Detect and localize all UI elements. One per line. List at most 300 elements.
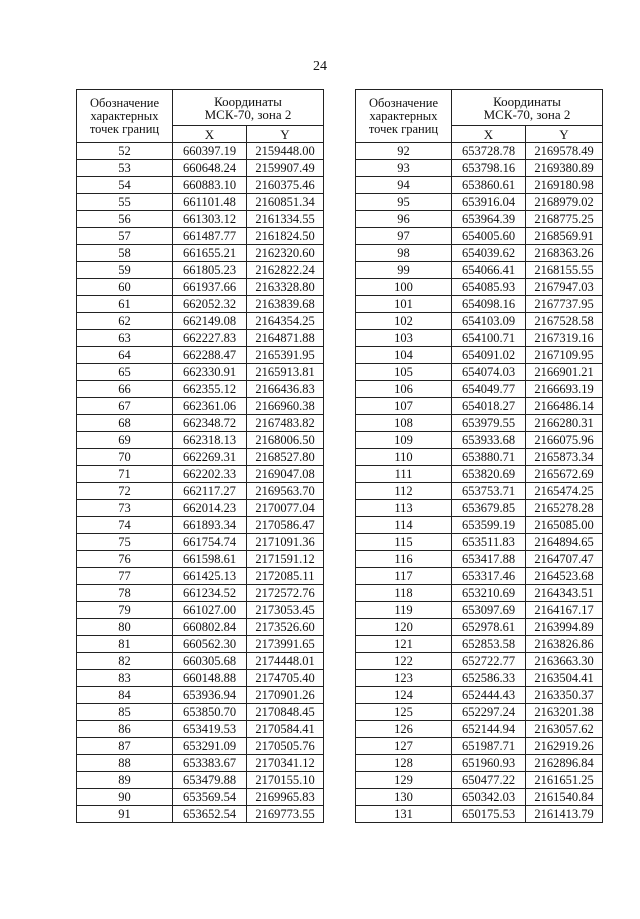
x-coordinate-cell: 654098.16 — [452, 296, 526, 313]
table-row — [356, 602, 603, 619]
x-coordinate-cell: 660562.30 — [173, 636, 247, 653]
point-number-cell: 87 — [77, 738, 173, 755]
table-row — [356, 160, 603, 177]
point-number-cell: 118 — [356, 585, 452, 602]
table-row — [77, 194, 324, 211]
point-number-cell: 104 — [356, 347, 452, 364]
point-number-cell: 61 — [77, 296, 173, 313]
x-coordinate-cell: 653317.46 — [452, 568, 526, 585]
table-row — [356, 211, 603, 228]
y-coordinate-cell: 2174448.01 — [247, 653, 324, 670]
y-coordinate-cell: 2160375.46 — [247, 177, 324, 194]
y-coordinate-cell: 2171091.36 — [247, 534, 324, 551]
x-coordinate-cell: 651987.71 — [452, 738, 526, 755]
table-row — [77, 619, 324, 636]
point-number-cell: 94 — [356, 177, 452, 194]
table-row — [77, 398, 324, 415]
y-coordinate-cell: 2165278.28 — [526, 500, 603, 517]
point-number-cell: 122 — [356, 653, 452, 670]
x-coordinate-cell: 654039.62 — [452, 245, 526, 262]
point-number-cell: 117 — [356, 568, 452, 585]
point-number-cell: 131 — [356, 806, 452, 823]
table-row — [356, 245, 603, 262]
y-coordinate-cell: 2167737.95 — [526, 296, 603, 313]
y-coordinate-cell: 2164343.51 — [526, 585, 603, 602]
x-coordinate-cell: 662014.23 — [173, 500, 247, 517]
point-number-cell: 63 — [77, 330, 173, 347]
table-row — [356, 398, 603, 415]
point-number-cell: 121 — [356, 636, 452, 653]
y-coordinate-cell: 2170584.41 — [247, 721, 324, 738]
y-coordinate-cell: 2166693.19 — [526, 381, 603, 398]
x-coordinate-cell: 660802.84 — [173, 619, 247, 636]
x-coordinate-cell: 653753.71 — [452, 483, 526, 500]
header-text-line3: точек границ — [368, 121, 439, 136]
y-coordinate-cell: 2164354.25 — [247, 313, 324, 330]
point-number-cell: 120 — [356, 619, 452, 636]
point-number-cell: 110 — [356, 449, 452, 466]
point-number-cell: 103 — [356, 330, 452, 347]
y-coordinate-cell: 2170848.45 — [247, 704, 324, 721]
table-row — [77, 517, 324, 534]
y-coordinate-cell: 2163350.37 — [526, 687, 603, 704]
y-coordinate-cell: 2161334.55 — [247, 211, 324, 228]
coords-system: МСК-70, зона 2 — [204, 106, 292, 122]
table-row — [356, 517, 603, 534]
point-number-cell: 112 — [356, 483, 452, 500]
x-coordinate-cell: 660305.68 — [173, 653, 247, 670]
header-text-line2: характерных — [369, 108, 438, 123]
y-coordinate-cell: 2168527.80 — [247, 449, 324, 466]
point-number-cell: 75 — [77, 534, 173, 551]
table-row — [356, 432, 603, 449]
y-coordinate-cell: 2171591.12 — [247, 551, 324, 568]
y-coordinate-cell: 2166075.96 — [526, 432, 603, 449]
point-number-cell: 91 — [77, 806, 173, 823]
x-coordinate-cell: 654005.60 — [452, 228, 526, 245]
table-row — [77, 177, 324, 194]
point-number-cell: 123 — [356, 670, 452, 687]
point-number-cell: 70 — [77, 449, 173, 466]
y-coordinate-cell: 2164167.17 — [526, 602, 603, 619]
y-coordinate-cell: 2169578.49 — [526, 143, 603, 160]
x-coordinate-cell: 662348.72 — [173, 415, 247, 432]
point-number-cell: 88 — [77, 755, 173, 772]
y-coordinate-cell: 2167528.58 — [526, 313, 603, 330]
point-number-cell: 105 — [356, 364, 452, 381]
y-coordinate-cell: 2170901.26 — [247, 687, 324, 704]
table-row — [356, 466, 603, 483]
table-row — [77, 466, 324, 483]
table-row — [356, 415, 603, 432]
table-row — [77, 772, 324, 789]
x-coordinate-cell: 661303.12 — [173, 211, 247, 228]
y-coordinate-cell: 2173053.45 — [247, 602, 324, 619]
table-row — [356, 670, 603, 687]
table-row — [77, 347, 324, 364]
point-number-cell: 66 — [77, 381, 173, 398]
x-coordinate-cell: 653417.88 — [452, 551, 526, 568]
point-number-cell: 126 — [356, 721, 452, 738]
x-coordinate-cell: 654103.09 — [452, 313, 526, 330]
table-row — [77, 483, 324, 500]
table-row — [356, 687, 603, 704]
x-coordinate-cell: 661655.21 — [173, 245, 247, 262]
x-coordinate-cell: 653291.09 — [173, 738, 247, 755]
point-number-cell: 83 — [77, 670, 173, 687]
y-coordinate-cell: 2160851.34 — [247, 194, 324, 211]
y-coordinate-cell: 2168155.55 — [526, 262, 603, 279]
point-number-cell: 99 — [356, 262, 452, 279]
y-coordinate-cell: 2162822.24 — [247, 262, 324, 279]
table-row — [77, 381, 324, 398]
table-row — [77, 738, 324, 755]
table-row — [356, 483, 603, 500]
y-coordinate-cell: 2165085.00 — [526, 517, 603, 534]
x-coordinate-cell: 653979.55 — [452, 415, 526, 432]
table-row — [356, 585, 603, 602]
table-body-right — [356, 90, 603, 823]
y-coordinate-cell: 2165672.69 — [526, 466, 603, 483]
y-coordinate-cell: 2169965.83 — [247, 789, 324, 806]
table-row — [356, 347, 603, 364]
y-coordinate-cell: 2170505.76 — [247, 738, 324, 755]
table-row — [77, 330, 324, 347]
table-row — [77, 415, 324, 432]
point-number-cell: 77 — [77, 568, 173, 585]
x-coordinate-cell: 661027.00 — [173, 602, 247, 619]
point-number-cell: 111 — [356, 466, 452, 483]
y-coordinate-cell: 2163826.86 — [526, 636, 603, 653]
point-number-cell: 115 — [356, 534, 452, 551]
point-number-cell: 85 — [77, 704, 173, 721]
point-number-cell: 114 — [356, 517, 452, 534]
point-number-cell: 56 — [77, 211, 173, 228]
table-row — [77, 789, 324, 806]
x-column-header: X — [173, 126, 247, 143]
y-coordinate-cell: 2163201.38 — [526, 704, 603, 721]
y-coordinate-cell: 2168006.50 — [247, 432, 324, 449]
point-name-header — [77, 90, 173, 143]
x-coordinate-cell: 662361.06 — [173, 398, 247, 415]
y-coordinate-cell: 2170077.04 — [247, 500, 324, 517]
point-number-cell: 128 — [356, 755, 452, 772]
page-number: 24 — [313, 59, 327, 74]
point-number-cell: 82 — [77, 653, 173, 670]
point-number-cell: 78 — [77, 585, 173, 602]
table-row — [356, 704, 603, 721]
point-number-cell: 58 — [77, 245, 173, 262]
x-coordinate-cell: 652144.94 — [452, 721, 526, 738]
table-row — [77, 143, 324, 160]
table-row — [77, 721, 324, 738]
x-coordinate-cell: 650477.22 — [452, 772, 526, 789]
point-number-cell: 62 — [77, 313, 173, 330]
x-coordinate-cell: 653916.04 — [452, 194, 526, 211]
y-coordinate-cell: 2169563.70 — [247, 483, 324, 500]
point-number-cell: 90 — [77, 789, 173, 806]
y-coordinate-cell: 2167483.82 — [247, 415, 324, 432]
table-row — [77, 500, 324, 517]
point-number-cell: 73 — [77, 500, 173, 517]
x-coordinate-cell: 662318.13 — [173, 432, 247, 449]
point-number-cell: 84 — [77, 687, 173, 704]
y-coordinate-cell: 2167947.03 — [526, 279, 603, 296]
table-row — [356, 296, 603, 313]
point-number-cell: 119 — [356, 602, 452, 619]
y-coordinate-cell: 2166901.21 — [526, 364, 603, 381]
point-number-cell: 96 — [356, 211, 452, 228]
x-coordinate-cell: 662330.91 — [173, 364, 247, 381]
table-row — [77, 313, 324, 330]
x-coordinate-cell: 650342.03 — [452, 789, 526, 806]
y-coordinate-cell: 2162919.26 — [526, 738, 603, 755]
y-coordinate-cell: 2174705.40 — [247, 670, 324, 687]
point-number-cell: 124 — [356, 687, 452, 704]
x-coordinate-cell: 654100.71 — [452, 330, 526, 347]
x-coordinate-cell: 661754.74 — [173, 534, 247, 551]
point-number-cell: 53 — [77, 160, 173, 177]
table-row — [77, 364, 324, 381]
table-row — [77, 262, 324, 279]
table-row — [356, 262, 603, 279]
x-coordinate-cell: 654085.93 — [452, 279, 526, 296]
y-coordinate-cell: 2159448.00 — [247, 143, 324, 160]
point-number-cell: 76 — [77, 551, 173, 568]
header-text-line3: точек границ — [89, 121, 160, 136]
x-coordinate-cell: 661893.34 — [173, 517, 247, 534]
y-coordinate-cell: 2173526.60 — [247, 619, 324, 636]
point-number-cell: 69 — [77, 432, 173, 449]
point-number-cell: 109 — [356, 432, 452, 449]
header-row — [356, 90, 603, 126]
y-coordinate-cell: 2164871.88 — [247, 330, 324, 347]
coordinates-table-left — [76, 89, 324, 823]
table-row — [356, 228, 603, 245]
table-row — [77, 551, 324, 568]
point-number-cell: 108 — [356, 415, 452, 432]
table-row — [356, 738, 603, 755]
point-number-cell: 98 — [356, 245, 452, 262]
table-row — [356, 551, 603, 568]
x-coordinate-cell: 653652.54 — [173, 806, 247, 823]
coordinates-header — [173, 90, 324, 126]
y-coordinate-cell: 2168775.25 — [526, 211, 603, 228]
table-row — [77, 211, 324, 228]
table-row — [356, 721, 603, 738]
x-coordinate-cell: 654066.41 — [452, 262, 526, 279]
table-row — [77, 602, 324, 619]
table-row — [77, 245, 324, 262]
x-coordinate-cell: 662227.83 — [173, 330, 247, 347]
coordinates-header — [452, 90, 603, 126]
table-row — [77, 670, 324, 687]
y-coordinate-cell: 2161824.50 — [247, 228, 324, 245]
y-coordinate-cell: 2162896.84 — [526, 755, 603, 772]
table-row — [356, 619, 603, 636]
header-text-line1: Обозначение — [368, 95, 439, 110]
table-row — [77, 160, 324, 177]
x-coordinate-cell: 653933.68 — [452, 432, 526, 449]
table-row — [77, 534, 324, 551]
x-coordinate-cell: 654018.27 — [452, 398, 526, 415]
y-coordinate-cell: 2165474.25 — [526, 483, 603, 500]
coordinates-table-right — [355, 89, 603, 823]
table-body-left — [77, 90, 324, 823]
y-coordinate-cell: 2168979.02 — [526, 194, 603, 211]
x-coordinate-cell: 654091.02 — [452, 347, 526, 364]
point-number-cell: 80 — [77, 619, 173, 636]
x-coordinate-cell: 653419.53 — [173, 721, 247, 738]
point-number-cell: 95 — [356, 194, 452, 211]
table-row — [356, 449, 603, 466]
x-coordinate-cell: 653569.54 — [173, 789, 247, 806]
y-coordinate-cell: 2169047.08 — [247, 466, 324, 483]
y-coordinate-cell: 2170586.47 — [247, 517, 324, 534]
table-row — [77, 568, 324, 585]
table-row — [77, 585, 324, 602]
y-coordinate-cell: 2163328.80 — [247, 279, 324, 296]
table-row — [77, 449, 324, 466]
point-number-cell: 89 — [77, 772, 173, 789]
x-coordinate-cell: 653511.83 — [452, 534, 526, 551]
y-coordinate-cell: 2163994.89 — [526, 619, 603, 636]
y-coordinate-cell: 2169773.55 — [247, 806, 324, 823]
table-row — [77, 704, 324, 721]
x-coordinate-cell: 662288.47 — [173, 347, 247, 364]
point-number-cell: 79 — [77, 602, 173, 619]
x-coordinate-cell: 662149.08 — [173, 313, 247, 330]
y-coordinate-cell: 2170155.10 — [247, 772, 324, 789]
point-name-header — [356, 90, 452, 143]
x-column-header: X — [452, 126, 526, 143]
x-coordinate-cell: 661425.13 — [173, 568, 247, 585]
point-number-cell: 74 — [77, 517, 173, 534]
x-coordinate-cell: 660648.24 — [173, 160, 247, 177]
x-coordinate-cell: 653880.71 — [452, 449, 526, 466]
y-coordinate-cell: 2164523.68 — [526, 568, 603, 585]
point-number-cell: 127 — [356, 738, 452, 755]
x-coordinate-cell: 653097.69 — [452, 602, 526, 619]
x-coordinate-cell: 654074.03 — [452, 364, 526, 381]
y-coordinate-cell: 2161651.25 — [526, 772, 603, 789]
x-coordinate-cell: 661598.61 — [173, 551, 247, 568]
x-coordinate-cell: 653599.19 — [452, 517, 526, 534]
coords-title: Координаты — [493, 93, 561, 109]
point-number-cell: 65 — [77, 364, 173, 381]
point-number-cell: 55 — [77, 194, 173, 211]
point-number-cell: 106 — [356, 381, 452, 398]
x-coordinate-cell: 653850.70 — [173, 704, 247, 721]
table-row — [356, 279, 603, 296]
point-number-cell: 100 — [356, 279, 452, 296]
point-number-cell: 59 — [77, 262, 173, 279]
point-number-cell: 113 — [356, 500, 452, 517]
x-coordinate-cell: 653860.61 — [452, 177, 526, 194]
y-coordinate-cell: 2172572.76 — [247, 585, 324, 602]
y-coordinate-cell: 2164707.47 — [526, 551, 603, 568]
y-coordinate-cell: 2163057.62 — [526, 721, 603, 738]
point-number-cell: 57 — [77, 228, 173, 245]
y-coordinate-cell: 2159907.49 — [247, 160, 324, 177]
x-coordinate-cell: 661487.77 — [173, 228, 247, 245]
x-coordinate-cell: 653728.78 — [452, 143, 526, 160]
point-number-cell: 54 — [77, 177, 173, 194]
point-number-cell: 86 — [77, 721, 173, 738]
x-coordinate-cell: 653798.16 — [452, 160, 526, 177]
table-row — [77, 432, 324, 449]
x-coordinate-cell: 662052.32 — [173, 296, 247, 313]
table-row — [356, 568, 603, 585]
point-number-cell: 101 — [356, 296, 452, 313]
x-coordinate-cell: 662117.27 — [173, 483, 247, 500]
table-row — [77, 806, 324, 823]
y-coordinate-cell: 2167109.95 — [526, 347, 603, 364]
y-coordinate-cell: 2173991.65 — [247, 636, 324, 653]
y-column-header: Y — [247, 126, 324, 143]
y-coordinate-cell: 2161540.84 — [526, 789, 603, 806]
table-row — [77, 296, 324, 313]
table-row — [356, 177, 603, 194]
point-number-cell: 130 — [356, 789, 452, 806]
y-coordinate-cell: 2161413.79 — [526, 806, 603, 823]
x-coordinate-cell: 660148.88 — [173, 670, 247, 687]
x-coordinate-cell: 660883.10 — [173, 177, 247, 194]
point-number-cell: 60 — [77, 279, 173, 296]
header-text-line2: характерных — [90, 108, 159, 123]
y-column-header: Y — [526, 126, 603, 143]
table-row — [77, 755, 324, 772]
header-text-line1: Обозначение — [89, 95, 160, 110]
x-coordinate-cell: 651960.93 — [452, 755, 526, 772]
x-coordinate-cell: 652586.33 — [452, 670, 526, 687]
x-coordinate-cell: 653820.69 — [452, 466, 526, 483]
header-row — [77, 90, 324, 126]
y-coordinate-cell: 2166486.14 — [526, 398, 603, 415]
x-coordinate-cell: 662355.12 — [173, 381, 247, 398]
x-coordinate-cell: 662202.33 — [173, 466, 247, 483]
y-coordinate-cell: 2166280.31 — [526, 415, 603, 432]
y-coordinate-cell: 2162320.60 — [247, 245, 324, 262]
y-coordinate-cell: 2166436.83 — [247, 381, 324, 398]
table-row — [356, 534, 603, 551]
x-coordinate-cell: 652297.24 — [452, 704, 526, 721]
x-coordinate-cell: 653210.69 — [452, 585, 526, 602]
y-coordinate-cell: 2172085.11 — [247, 568, 324, 585]
y-coordinate-cell: 2165873.34 — [526, 449, 603, 466]
y-coordinate-cell: 2163839.68 — [247, 296, 324, 313]
table-row — [356, 330, 603, 347]
table-row — [77, 636, 324, 653]
table-row — [356, 789, 603, 806]
x-coordinate-cell: 661805.23 — [173, 262, 247, 279]
point-number-cell: 68 — [77, 415, 173, 432]
point-number-cell: 125 — [356, 704, 452, 721]
x-coordinate-cell: 652722.77 — [452, 653, 526, 670]
coords-system: МСК-70, зона 2 — [483, 106, 571, 122]
coords-title: Координаты — [214, 93, 282, 109]
x-coordinate-cell: 661234.52 — [173, 585, 247, 602]
x-coordinate-cell: 661101.48 — [173, 194, 247, 211]
x-coordinate-cell: 652853.58 — [452, 636, 526, 653]
x-coordinate-cell: 653964.39 — [452, 211, 526, 228]
y-coordinate-cell: 2164894.65 — [526, 534, 603, 551]
table-row — [77, 228, 324, 245]
y-coordinate-cell: 2163504.41 — [526, 670, 603, 687]
point-number-cell: 102 — [356, 313, 452, 330]
point-number-cell: 93 — [356, 160, 452, 177]
y-coordinate-cell: 2167319.16 — [526, 330, 603, 347]
